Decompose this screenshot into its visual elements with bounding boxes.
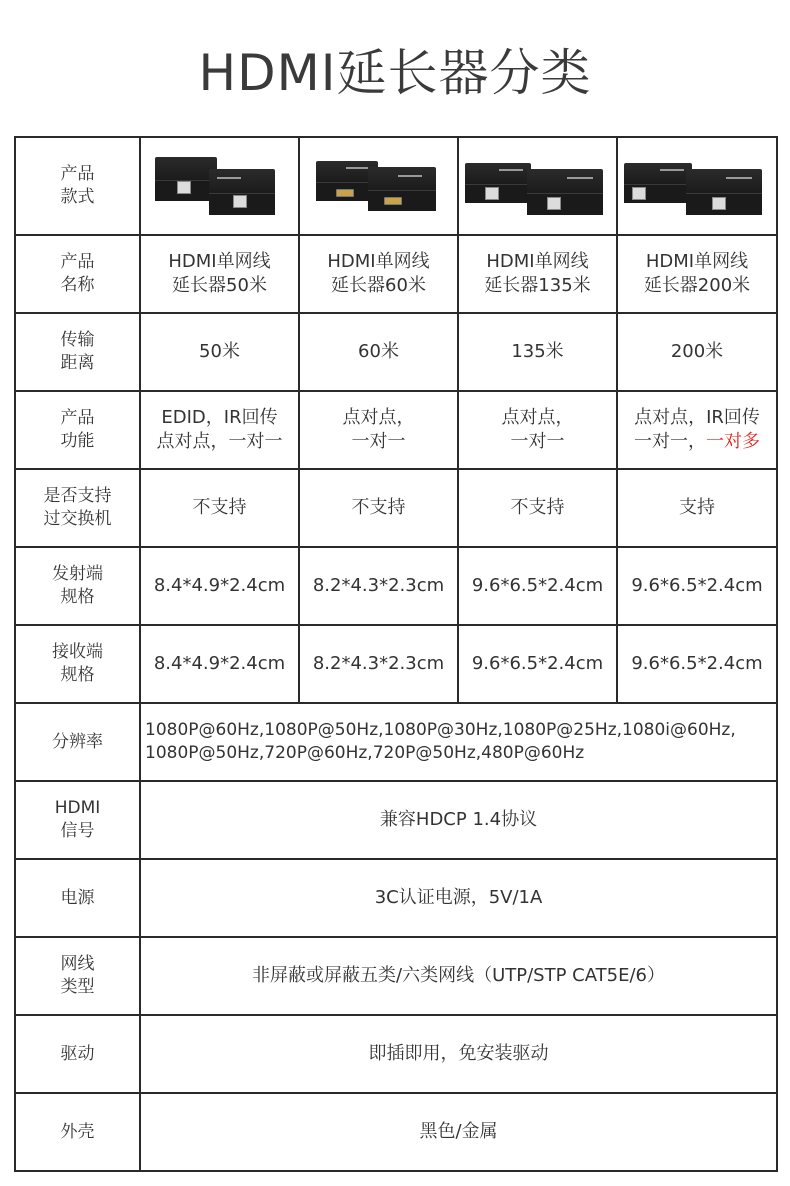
row-label-name: 产品 名称 bbox=[15, 235, 140, 313]
row-label-resolution: 分辨率 bbox=[15, 703, 140, 781]
row-label-tx: 发射端 规格 bbox=[15, 547, 140, 625]
cell-switch-60m: 不支持 bbox=[299, 469, 458, 547]
cell-driver: 即插即用，免安装驱动 bbox=[140, 1015, 777, 1093]
row-label-power: 电源 bbox=[15, 859, 140, 937]
table-row-function bbox=[15, 391, 777, 469]
cell-rx-200m: 9.6*6.5*2.4cm bbox=[617, 625, 777, 703]
cell-rx-135m: 9.6*6.5*2.4cm bbox=[458, 625, 617, 703]
cell-function-200m: 点对点，IR回传 一对一，一对多 bbox=[617, 391, 777, 469]
cell-tx-50m: 8.4*4.9*2.4cm bbox=[140, 547, 299, 625]
cell-name-50m: HDMI单网线 延长器50米 bbox=[140, 235, 299, 313]
table-row-resolution bbox=[15, 703, 777, 781]
cell-resolution: 1080P@60Hz,1080P@50Hz,1080P@30Hz,1080P@25Hz,1080i@60Hz, 1080P@50Hz,720P@60Hz,720P@50Hz,480P@60Hz bbox=[140, 703, 777, 781]
cell-rx-50m: 8.4*4.9*2.4cm bbox=[140, 625, 299, 703]
row-label-function: 产品 功能 bbox=[15, 391, 140, 469]
hdmi-extender-50m-image bbox=[145, 151, 295, 221]
table-row-shell bbox=[15, 1093, 777, 1171]
row-label-rx: 接收端 规格 bbox=[15, 625, 140, 703]
spec-table bbox=[14, 136, 778, 1172]
cell-distance-50m: 50米 bbox=[140, 313, 299, 391]
table-row-driver bbox=[15, 1015, 777, 1093]
row-label-hdmi-signal: HDMI 信号 bbox=[15, 781, 140, 859]
cell-tx-200m: 9.6*6.5*2.4cm bbox=[617, 547, 777, 625]
table-row-rx bbox=[15, 625, 777, 703]
table-row-hdmi-signal bbox=[15, 781, 777, 859]
cell-distance-200m: 200米 bbox=[617, 313, 777, 391]
cell-function-135m: 点对点， 一对一 bbox=[458, 391, 617, 469]
cell-name-60m: HDMI单网线 延长器60米 bbox=[299, 235, 458, 313]
table-row-power bbox=[15, 859, 777, 937]
cell-switch-135m: 不支持 bbox=[458, 469, 617, 547]
cell-hdmi-signal: 兼容HDCP 1.4协议 bbox=[140, 781, 777, 859]
cell-function-60m: 点对点， 一对一 bbox=[299, 391, 458, 469]
page-title: HDMI延长器分类 bbox=[198, 44, 592, 102]
product-image-50m bbox=[140, 137, 299, 235]
table-row-name bbox=[15, 235, 777, 313]
cell-distance-135m: 135米 bbox=[458, 313, 617, 391]
table-row-switch bbox=[15, 469, 777, 547]
cell-name-135m: HDMI单网线 延长器135米 bbox=[458, 235, 617, 313]
cell-switch-200m: 支持 bbox=[617, 469, 777, 547]
table-row-cable bbox=[15, 937, 777, 1015]
cell-switch-50m: 不支持 bbox=[140, 469, 299, 547]
product-image-200m bbox=[617, 137, 777, 235]
cell-tx-60m: 8.2*4.3*2.3cm bbox=[299, 547, 458, 625]
row-label-distance: 传输 距离 bbox=[15, 313, 140, 391]
table-row-tx bbox=[15, 547, 777, 625]
row-label-switch: 是否支持 过交换机 bbox=[15, 469, 140, 547]
hdmi-extender-135m-image bbox=[463, 151, 613, 221]
row-label-shell: 外壳 bbox=[15, 1093, 140, 1171]
cell-power: 3C认证电源，5V/1A bbox=[140, 859, 777, 937]
row-label-cable: 网线 类型 bbox=[15, 937, 140, 1015]
cell-distance-60m: 60米 bbox=[299, 313, 458, 391]
hdmi-extender-60m-image bbox=[304, 151, 454, 221]
product-image-60m bbox=[299, 137, 458, 235]
cell-cable: 非屏蔽或屏蔽五类/六类网线（UTP/STP CAT5E/6） bbox=[140, 937, 777, 1015]
cell-function-50m: EDID，IR回传 点对点，一对一 bbox=[140, 391, 299, 469]
table-row-style bbox=[15, 137, 777, 235]
table-row-distance bbox=[15, 313, 777, 391]
row-label-style: 产品 款式 bbox=[15, 137, 140, 235]
cell-name-200m: HDMI单网线 延长器200米 bbox=[617, 235, 777, 313]
cell-shell: 黑色/金属 bbox=[140, 1093, 777, 1171]
hdmi-extender-200m-image bbox=[622, 151, 772, 221]
cell-tx-135m: 9.6*6.5*2.4cm bbox=[458, 547, 617, 625]
product-image-135m bbox=[458, 137, 617, 235]
row-label-driver: 驱动 bbox=[15, 1015, 140, 1093]
cell-rx-60m: 8.2*4.3*2.3cm bbox=[299, 625, 458, 703]
